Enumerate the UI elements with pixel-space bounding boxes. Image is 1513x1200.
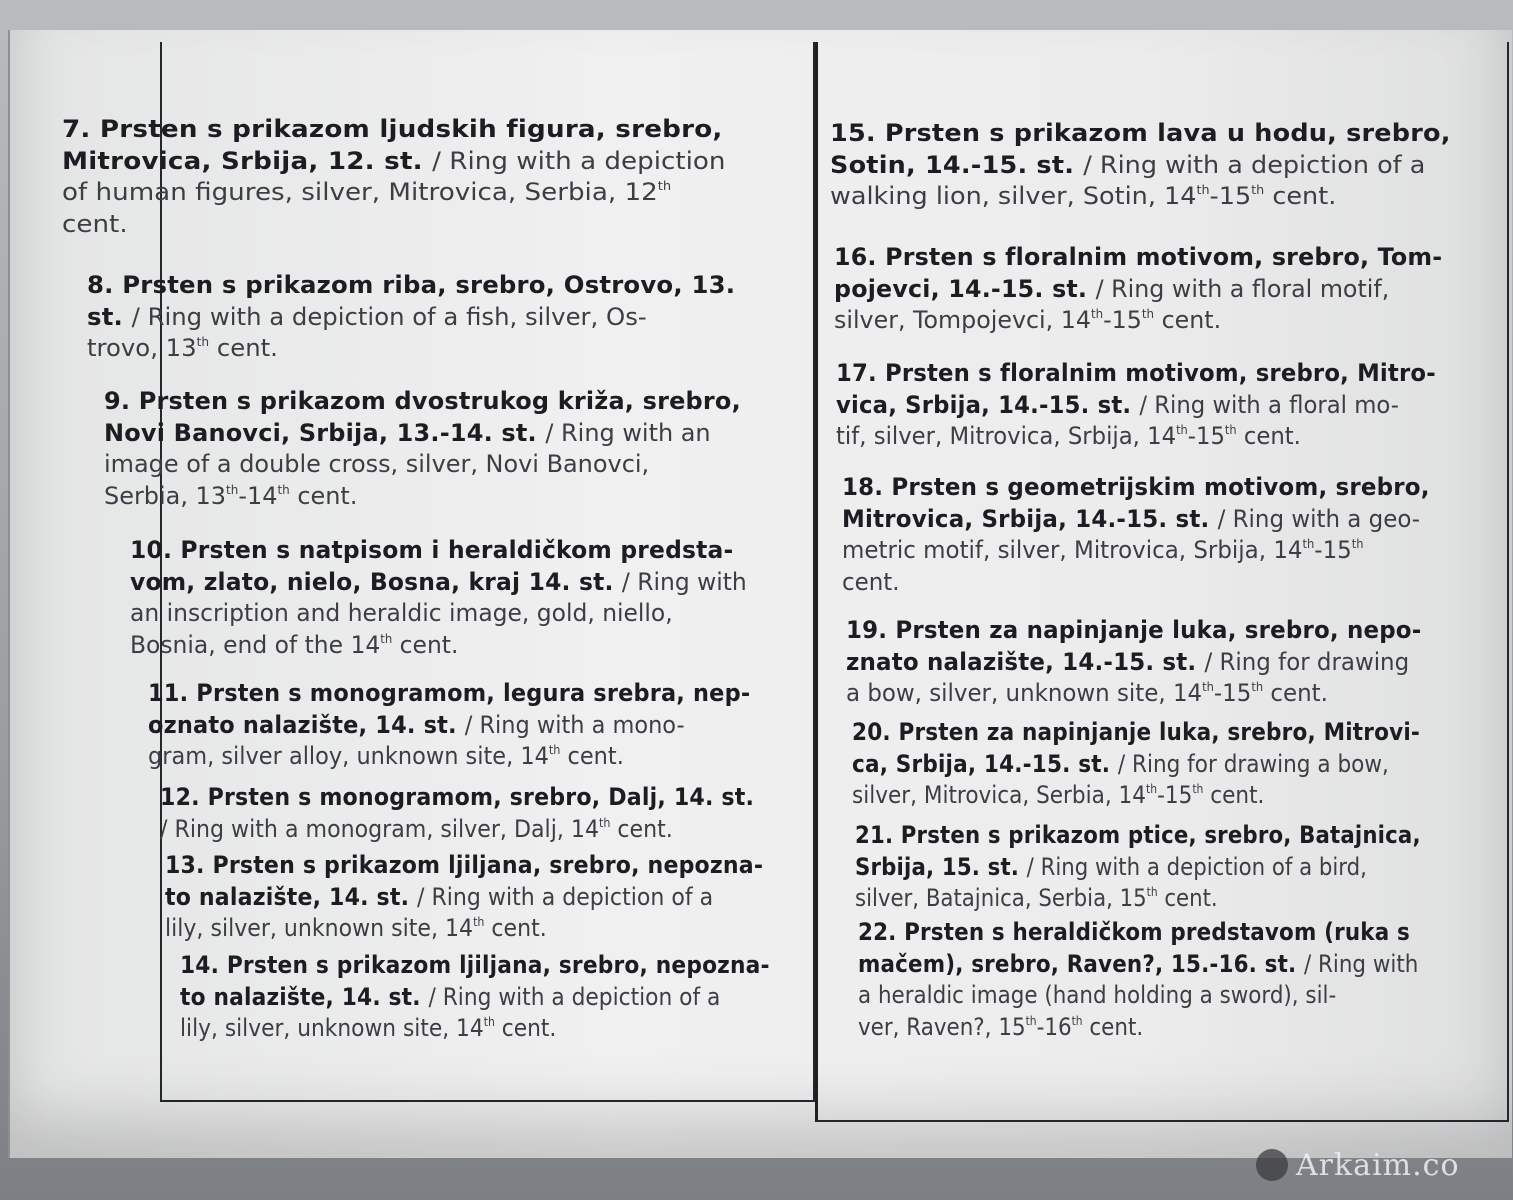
- entry-line: [130, 630, 747, 662]
- english-text: a heraldic image (hand holding a sword), sil-: [858, 981, 1337, 1009]
- croatian-text: 16. Prsten s floralnim motivom, srebro, Tom-: [834, 243, 1443, 271]
- entry-line: [104, 386, 741, 418]
- english-text: / Ring with a depiction of a fish, silver, Os-: [131, 302, 647, 331]
- entry-line: [846, 678, 1421, 710]
- english-text: / Ring with a mono-: [464, 710, 685, 739]
- croatian-text: 14. Prsten s prikazom ljiljana, srebro, nepozna-: [180, 951, 770, 979]
- croatian-text: 11. Prsten s monogramom, legura srebra, nep-: [148, 679, 751, 707]
- entry-line: [858, 949, 1418, 981]
- entry-line: [858, 980, 1418, 1012]
- croatian-text: 18. Prsten s geometrijskim motivom, srebro,: [842, 473, 1430, 501]
- croatian-text: 21. Prsten s prikazom ptice, srebro, Batajnica,: [855, 821, 1421, 849]
- english-text: of human figures, silver, Mitrovica, Serbia, 12th: [62, 178, 672, 206]
- entry-line: [160, 814, 754, 846]
- english-text: / Ring with a floral mo-: [1139, 390, 1399, 419]
- watermark-text: Arkaim.co: [1296, 1147, 1460, 1183]
- croatian-text: pojevci, 14.-15. st.: [834, 274, 1096, 303]
- english-text: / Ring with a depiction: [432, 146, 726, 175]
- english-text: / Ring with a depiction of a: [428, 982, 721, 1011]
- catalog-entry: [842, 472, 1430, 598]
- english-text: an inscription and heraldic image, gold, niello,: [130, 599, 673, 627]
- english-text: / Ring with a monogram, silver, Dalj, 14th cent.: [160, 814, 673, 843]
- watermark-logo-icon: [1256, 1149, 1288, 1181]
- entry-line: [855, 883, 1421, 915]
- entry-line: [852, 749, 1420, 781]
- catalog-entry: [62, 114, 725, 240]
- english-text: / Ring with a depiction of a: [417, 882, 714, 911]
- entry-line: [87, 333, 735, 365]
- croatian-text: st.: [87, 302, 132, 331]
- croatian-text: 19. Prsten za napinjanje luka, srebro, nepo-: [846, 616, 1422, 644]
- english-text: Bosnia, end of the 14th cent.: [130, 630, 459, 659]
- english-text: a bow, silver, unknown site, 14th-15th cent.: [846, 679, 1328, 707]
- entry-line: [846, 615, 1421, 647]
- entry-line: [148, 710, 750, 742]
- entry-line: [842, 535, 1430, 567]
- croatian-text: Srbija, 15. st.: [855, 852, 1027, 881]
- english-text: silver, Batajnica, Serbia, 15th cent.: [855, 884, 1218, 912]
- entry-line: [148, 741, 750, 773]
- english-text: ver, Raven?, 15th-16th cent.: [858, 1012, 1144, 1041]
- entry-line: [104, 418, 741, 450]
- croatian-text: 22. Prsten s heraldičkom predstavom (ruka s: [858, 918, 1410, 946]
- entry-line: [165, 850, 763, 882]
- croatian-text: Mitrovica, Srbija, 14.-15. st.: [842, 504, 1218, 533]
- english-text: / Ring with: [1303, 949, 1419, 978]
- entry-line: [160, 782, 754, 814]
- entry-line: [834, 274, 1442, 306]
- croatian-text: vom, zlato, nielo, Bosna, kraj 14. st.: [130, 567, 622, 596]
- entry-line: [836, 421, 1436, 453]
- english-text: / Ring for drawing: [1204, 647, 1410, 676]
- entry-line: [842, 472, 1430, 504]
- english-text: / Ring with a depiction of a bird,: [1026, 852, 1367, 881]
- entry-line: [87, 270, 735, 302]
- entry-line: [165, 882, 763, 914]
- english-text: silver, Mitrovica, Serbia, 14th-15th cent.: [852, 781, 1265, 809]
- catalog-entry: [830, 118, 1451, 213]
- entry-line: [834, 305, 1442, 337]
- english-text: metric motif, silver, Mitrovica, Srbija, 14th-15th: [842, 536, 1364, 564]
- entry-line: [830, 118, 1451, 150]
- catalog-entry: [130, 535, 747, 661]
- english-text: Serbia, 13th-14th cent.: [104, 481, 358, 510]
- entry-line: [852, 717, 1420, 749]
- croatian-text: 15. Prsten s prikazom lava u hodu, srebro,: [830, 119, 1451, 147]
- entry-line: [830, 150, 1451, 182]
- entry-line: [87, 302, 735, 334]
- entry-line: [148, 678, 750, 710]
- catalog-entry: [834, 242, 1442, 337]
- entry-line: [165, 913, 763, 945]
- watermark: [1256, 1147, 1460, 1183]
- entry-line: [842, 567, 1430, 599]
- croatian-text: mačem), srebro, Raven?, 15.-16. st.: [858, 949, 1304, 978]
- croatian-text: 17. Prsten s floralnim motivom, srebro, Mitro-: [836, 359, 1436, 387]
- catalog-entry: [160, 782, 754, 845]
- english-text: lily, silver, unknown site, 14th cent.: [180, 1014, 557, 1042]
- croatian-text: vica, Srbija, 14.-15. st.: [836, 390, 1140, 419]
- entry-line: [180, 1013, 770, 1045]
- entry-line: [130, 535, 747, 567]
- entry-line: [62, 146, 725, 178]
- english-text: gram, silver alloy, unknown site, 14th cent.: [148, 742, 624, 770]
- catalog-entry: [836, 358, 1436, 453]
- english-text: / Ring with: [621, 567, 747, 596]
- entry-line: [830, 181, 1451, 213]
- catalog-entry: [148, 678, 750, 773]
- croatian-text: 7. Prsten s prikazom ljudskih figura, srebro,: [62, 115, 723, 143]
- croatian-text: ca, Srbija, 14.-15. st.: [852, 749, 1118, 778]
- croatian-text: to nalazište, 14. st.: [180, 982, 429, 1011]
- entry-line: [855, 852, 1421, 884]
- entry-line: [180, 982, 770, 1014]
- entry-line: [180, 950, 770, 982]
- catalog-entry: [858, 917, 1418, 1043]
- entry-line: [858, 917, 1418, 949]
- croatian-text: 8. Prsten s prikazom riba, srebro, Ostrovo, 13.: [87, 271, 736, 299]
- croatian-text: Sotin, 14.-15. st.: [830, 150, 1084, 179]
- english-text: cent.: [62, 209, 128, 238]
- catalog-entry: [180, 950, 770, 1045]
- entry-line: [130, 598, 747, 630]
- entry-line: [104, 449, 741, 481]
- croatian-text: 10. Prsten s natpisom i heraldičkom predsta-: [130, 536, 734, 564]
- croatian-text: znato nalazište, 14.-15. st.: [846, 647, 1205, 676]
- entry-line: [855, 820, 1421, 852]
- entry-line: [62, 209, 725, 241]
- catalog-entry: [852, 717, 1420, 812]
- catalog-entry: [104, 386, 741, 512]
- english-text: silver, Tompojevci, 14th-15th cent.: [834, 306, 1222, 334]
- english-text: trovo, 13th cent.: [87, 334, 278, 362]
- croatian-text: Mitrovica, Srbija, 12. st.: [62, 146, 433, 175]
- english-text: cent.: [842, 567, 900, 596]
- english-text: / Ring for drawing a bow,: [1117, 749, 1389, 778]
- croatian-text: 20. Prsten za napinjanje luka, srebro, Mitrovi-: [852, 718, 1421, 746]
- croatian-text: 12. Prsten s monogramom, srebro, Dalj, 14. st.: [160, 783, 755, 811]
- croatian-text: 9. Prsten s prikazom dvostrukog križa, srebro,: [104, 387, 741, 415]
- english-text: image of a double cross, silver, Novi Banovci,: [104, 450, 650, 478]
- entry-line: [836, 390, 1436, 422]
- entry-line: [842, 504, 1430, 536]
- english-text: / Ring with an: [545, 418, 711, 447]
- catalog-entry: [165, 850, 763, 945]
- catalog-entry: [846, 615, 1421, 710]
- entry-line: [858, 1012, 1418, 1044]
- croatian-text: to nalazište, 14. st.: [165, 882, 418, 911]
- english-text: lily, silver, unknown site, 14th cent.: [165, 914, 547, 942]
- entry-line: [104, 481, 741, 513]
- entry-line: [846, 647, 1421, 679]
- entry-line: [62, 177, 725, 209]
- entry-line: [836, 358, 1436, 390]
- croatian-text: Novi Banovci, Srbija, 13.-14. st.: [104, 418, 546, 447]
- croatian-text: oznato nalazište, 14. st.: [148, 710, 465, 739]
- english-text: / Ring with a floral motif,: [1095, 274, 1390, 303]
- english-text: tif, silver, Mitrovica, Srbija, 14th-15th cent.: [836, 422, 1301, 450]
- entry-line: [62, 114, 725, 146]
- english-text: walking lion, silver, Sotin, 14th-15th cent.: [830, 182, 1337, 210]
- entry-line: [852, 780, 1420, 812]
- catalog-entry: [855, 820, 1421, 915]
- croatian-text: 13. Prsten s prikazom ljiljana, srebro, nepozna-: [165, 851, 764, 879]
- english-text: / Ring with a depiction of a: [1083, 150, 1426, 179]
- catalog-entry: [87, 270, 735, 365]
- entry-line: [130, 567, 747, 599]
- english-text: / Ring with a geo-: [1217, 504, 1421, 533]
- entry-line: [834, 242, 1442, 274]
